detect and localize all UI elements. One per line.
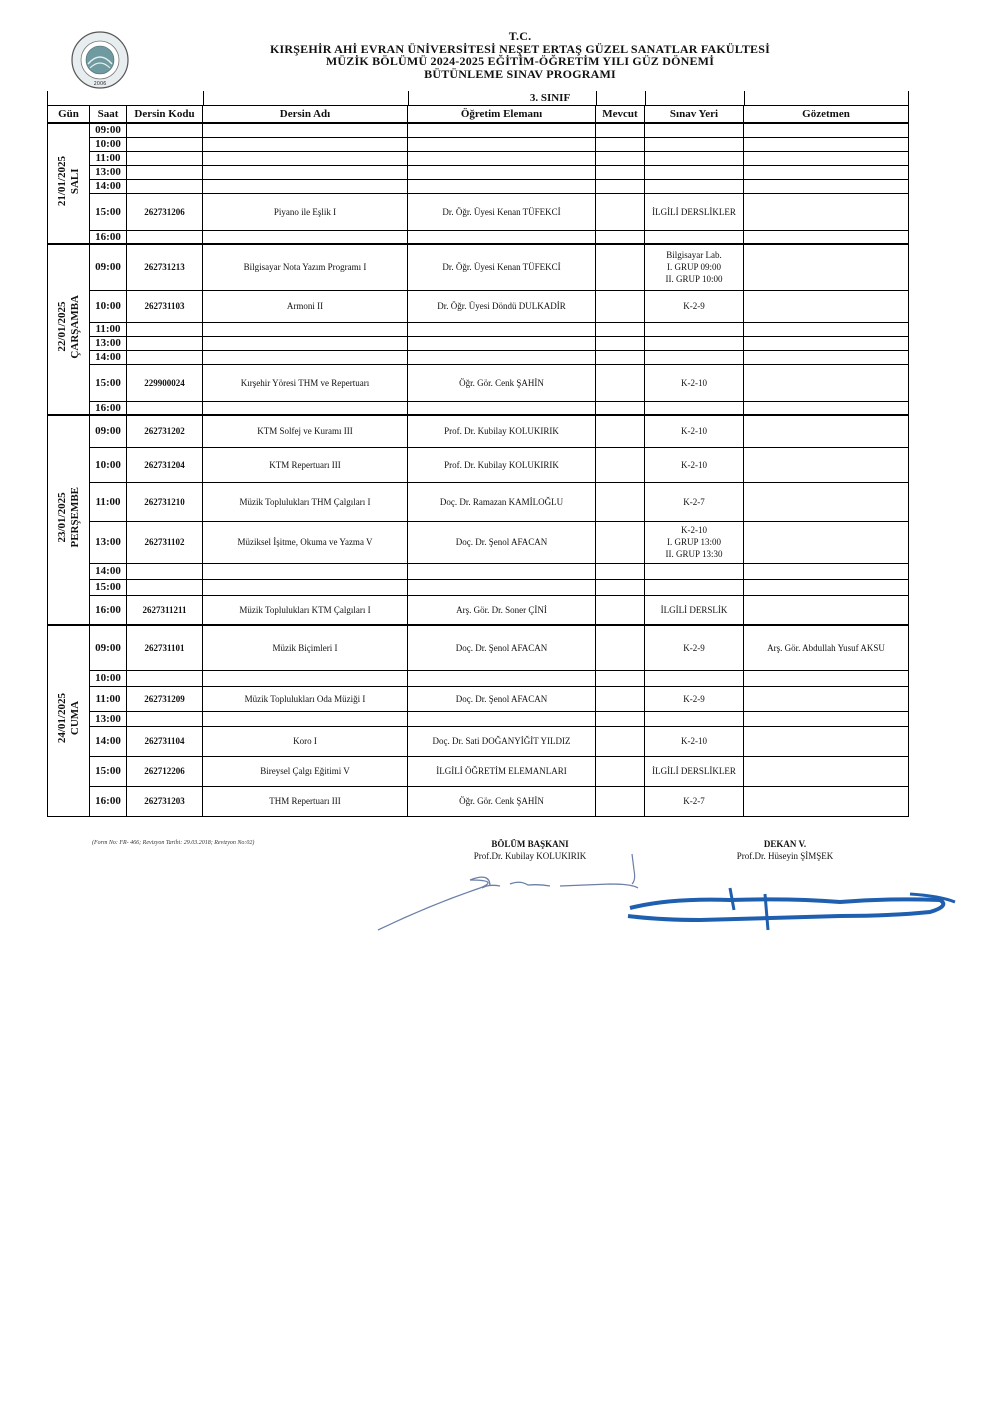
table-row	[48, 711, 909, 726]
mevcut-cell	[596, 595, 645, 625]
time-cell: 09:00	[90, 625, 127, 670]
mevcut-cell	[596, 711, 645, 726]
day-date: 21/01/2025	[55, 155, 68, 207]
table-row	[48, 364, 909, 401]
proctor-cell	[744, 711, 909, 726]
proctor-cell	[744, 786, 909, 816]
day-date: 22/01/2025	[55, 301, 68, 353]
exam-location-cell	[645, 350, 744, 364]
proctor-cell	[744, 336, 909, 350]
course-code-cell	[127, 179, 203, 193]
time-cell: 10:00	[90, 290, 127, 322]
table-row	[48, 165, 909, 179]
mevcut-cell	[596, 686, 645, 711]
table-row	[48, 230, 909, 244]
exam-location-cell: K-2-9	[645, 686, 744, 711]
exam-location-cell	[645, 230, 744, 244]
time-cell: 10:00	[90, 670, 127, 686]
day-date: 24/01/2025	[55, 693, 68, 744]
sig1-name: Prof.Dr. Kubilay KOLUKIRIK	[473, 851, 587, 861]
table-row	[48, 123, 909, 137]
proctor-cell	[744, 686, 909, 711]
course-code-cell: 262731210	[127, 482, 203, 521]
proctor-cell	[744, 193, 909, 230]
table-row	[48, 350, 909, 364]
proctor-cell	[744, 579, 909, 595]
course-name-cell: Bilgisayar Nota Yazım Programı I	[203, 244, 408, 290]
exam-location-cell	[645, 711, 744, 726]
instructor-cell	[408, 711, 596, 726]
exam-location-cell: K-2-9	[645, 290, 744, 322]
exam-location-cell: K-2-10 I. GRUP 13:00 II. GRUP 13:30	[645, 521, 744, 563]
proctor-cell	[744, 595, 909, 625]
instructor-cell: Doç. Dr. Şenol AFACAN	[408, 686, 596, 711]
table-row	[48, 151, 909, 165]
table-row	[48, 244, 909, 290]
proctor-cell	[744, 290, 909, 322]
mevcut-cell	[596, 230, 645, 244]
proctor-cell	[744, 151, 909, 165]
exam-location-cell	[645, 579, 744, 595]
proctor-cell	[744, 179, 909, 193]
mevcut-cell	[596, 563, 645, 579]
day-name: PERŞEMBE	[68, 487, 81, 548]
exam-location-cell	[645, 322, 744, 336]
course-name-cell: Müzik Biçimleri I	[203, 625, 408, 670]
table-row	[48, 482, 909, 521]
course-name-cell	[203, 711, 408, 726]
table-row	[48, 686, 909, 711]
proctor-cell: Arş. Gör. Abdullah Yusuf AKSU	[744, 625, 909, 670]
logo-year: 2006	[93, 81, 107, 87]
table-row	[48, 670, 909, 686]
time-cell: 14:00	[90, 179, 127, 193]
proctor-cell	[744, 563, 909, 579]
col-header-gun: Gün	[48, 106, 90, 124]
instructor-cell	[408, 350, 596, 364]
course-code-cell: 262712206	[127, 756, 203, 786]
proctor-cell	[744, 137, 909, 151]
instructor-cell: Prof. Dr. Kubilay KOLUKIRIK	[408, 447, 596, 482]
proctor-cell	[744, 244, 909, 290]
course-code-cell: 262731206	[127, 193, 203, 230]
table-row	[48, 595, 909, 625]
instructor-cell	[408, 137, 596, 151]
time-cell: 10:00	[90, 137, 127, 151]
exam-location-cell: K-2-7	[645, 482, 744, 521]
exam-location-cell	[645, 123, 744, 137]
table-row	[48, 563, 909, 579]
table-row	[48, 137, 909, 151]
course-name-cell	[203, 179, 408, 193]
day-cell	[48, 625, 90, 816]
instructor-cell: Dr. Öğr. Üyesi Döndü DULKADİR	[408, 290, 596, 322]
instructor-cell	[408, 230, 596, 244]
course-name-cell: THM Repertuarı III	[203, 786, 408, 816]
course-code-cell	[127, 336, 203, 350]
time-cell: 15:00	[90, 193, 127, 230]
class-label: 3. SINIF	[529, 92, 571, 104]
course-name-cell: Kırşehir Yöresi THM ve Repertuarı	[203, 364, 408, 401]
course-name-cell: Koro I	[203, 726, 408, 756]
instructor-cell: Doç. Dr. Ramazan KAMİLOĞLU	[408, 482, 596, 521]
course-name-cell	[203, 401, 408, 415]
mevcut-cell	[596, 336, 645, 350]
proctor-cell	[744, 415, 909, 447]
table-row	[48, 415, 909, 447]
mevcut-cell	[596, 447, 645, 482]
header-tc: T.C.	[508, 29, 532, 43]
time-cell: 16:00	[90, 595, 127, 625]
course-code-cell: 262731203	[127, 786, 203, 816]
instructor-cell: Arş. Gör. Dr. Soner ÇİNİ	[408, 595, 596, 625]
time-cell: 16:00	[90, 230, 127, 244]
time-cell: 14:00	[90, 726, 127, 756]
exam-schedule-table	[47, 105, 909, 817]
time-cell: 11:00	[90, 322, 127, 336]
instructor-cell: Prof. Dr. Kubilay KOLUKIRIK	[408, 415, 596, 447]
time-cell: 13:00	[90, 711, 127, 726]
document-header	[140, 30, 900, 80]
course-code-cell	[127, 401, 203, 415]
exam-location-cell: K-2-10	[645, 415, 744, 447]
col-header-gozetmen: Gözetmen	[744, 106, 909, 124]
instructor-cell	[408, 579, 596, 595]
table-row	[48, 756, 909, 786]
time-cell: 11:00	[90, 151, 127, 165]
mevcut-cell	[596, 193, 645, 230]
course-name-cell	[203, 123, 408, 137]
mevcut-cell	[596, 521, 645, 563]
table-header-row	[48, 106, 909, 124]
instructor-cell: Öğr. Gör. Cenk ŞAHİN	[408, 786, 596, 816]
proctor-cell	[744, 364, 909, 401]
table-row	[48, 625, 909, 670]
handwritten-signatures	[370, 850, 960, 940]
course-code-cell: 262731103	[127, 290, 203, 322]
proctor-cell	[744, 726, 909, 756]
time-cell: 13:00	[90, 336, 127, 350]
time-cell: 14:00	[90, 350, 127, 364]
exam-location-cell: K-2-10	[645, 447, 744, 482]
mevcut-cell	[596, 165, 645, 179]
exam-location-cell: K-2-9	[645, 625, 744, 670]
col-header-mevcut: Mevcut	[596, 106, 645, 124]
table-row	[48, 447, 909, 482]
instructor-cell	[408, 401, 596, 415]
university-seal-logo	[70, 30, 130, 90]
mevcut-cell	[596, 179, 645, 193]
instructor-cell: Doç. Dr. Sati DOĞANYİĞİT YILDIZ	[408, 726, 596, 756]
exam-location-cell: K-2-10	[645, 726, 744, 756]
proctor-cell	[744, 350, 909, 364]
exam-location-cell	[645, 137, 744, 151]
time-cell: 09:00	[90, 244, 127, 290]
instructor-cell: Öğr. Gör. Cenk ŞAHİN	[408, 364, 596, 401]
course-name-cell: Bireysel Çalgı Eğitimi V	[203, 756, 408, 786]
day-name: ÇARŞAMBA	[68, 295, 81, 359]
exam-location-cell: K-2-10	[645, 364, 744, 401]
table-row	[48, 179, 909, 193]
day-cell	[48, 415, 90, 625]
course-code-cell	[127, 165, 203, 179]
instructor-cell: Dr. Öğr. Üyesi Kenan TÜFEKCİ	[408, 193, 596, 230]
table-row	[48, 193, 909, 230]
col-header-kod: Dersin Kodu	[127, 106, 203, 124]
exam-location-cell: İLGİLİ DERSLİKLER	[645, 756, 744, 786]
time-cell: 09:00	[90, 415, 127, 447]
table-row	[48, 401, 909, 415]
instructor-cell: Doç. Dr. Şenol AFACAN	[408, 625, 596, 670]
header-program-title: BÜTÜNLEME SINAV PROGRAMI	[424, 66, 616, 81]
mevcut-cell	[596, 322, 645, 336]
course-code-cell: 2627311211	[127, 595, 203, 625]
course-code-cell: 262731104	[127, 726, 203, 756]
course-name-cell: KTM Repertuarı III	[203, 447, 408, 482]
course-name-cell	[203, 563, 408, 579]
day-label	[56, 487, 82, 548]
instructor-cell	[408, 322, 596, 336]
proctor-cell	[744, 670, 909, 686]
sig2-title: DEKAN V.	[763, 839, 807, 849]
day-name: SALI	[68, 168, 81, 194]
course-code-cell	[127, 230, 203, 244]
time-cell: 15:00	[90, 579, 127, 595]
mevcut-cell	[596, 244, 645, 290]
course-code-cell	[127, 711, 203, 726]
course-name-cell	[203, 670, 408, 686]
time-cell: 13:00	[90, 521, 127, 563]
course-name-cell	[203, 336, 408, 350]
exam-location-cell: K-2-7	[645, 786, 744, 816]
col-header-saat: Saat	[90, 106, 127, 124]
course-code-cell	[127, 350, 203, 364]
col-header-yer: Sınav Yeri	[645, 106, 744, 124]
time-cell: 11:00	[90, 482, 127, 521]
course-code-cell: 262731101	[127, 625, 203, 670]
exam-location-cell	[645, 670, 744, 686]
course-code-cell	[127, 123, 203, 137]
table-row	[48, 786, 909, 816]
time-cell: 15:00	[90, 756, 127, 786]
day-label	[56, 156, 82, 206]
mevcut-cell	[596, 756, 645, 786]
proctor-cell	[744, 482, 909, 521]
course-name-cell: Müziksel İşitme, Okuma ve Yazma V	[203, 521, 408, 563]
course-name-cell: Armoni II	[203, 290, 408, 322]
header-department-term: MÜZİK BÖLÜMÜ 2024-2025 EĞİTİM-ÖĞRETİM YILI GÜZ DÖNEMİ	[325, 54, 715, 68]
header-faculty: KIRŞEHİR AHİ EVRAN ÜNİVERSİTESİ NEŞET ERTAŞ GÜZEL SANATLAR FAKÜLTESİ	[270, 41, 770, 56]
course-name-cell	[203, 151, 408, 165]
time-cell: 09:00	[90, 123, 127, 137]
instructor-cell: İLGİLİ ÖĞRETİM ELEMANLARI	[408, 756, 596, 786]
course-code-cell: 262731209	[127, 686, 203, 711]
course-name-cell	[203, 579, 408, 595]
exam-location-cell: Bilgisayar Lab. I. GRUP 09:00 II. GRUP 10:00	[645, 244, 744, 290]
mevcut-cell	[596, 401, 645, 415]
proctor-cell	[744, 230, 909, 244]
day-cell	[48, 244, 90, 415]
proctor-cell	[744, 165, 909, 179]
instructor-cell: Doç. Dr. Şenol AFACAN	[408, 521, 596, 563]
instructor-cell	[408, 336, 596, 350]
mevcut-cell	[596, 625, 645, 670]
day-date: 23/01/2025	[55, 492, 68, 543]
proctor-cell	[744, 322, 909, 336]
time-cell: 15:00	[90, 364, 127, 401]
sig2-name: Prof.Dr. Hüseyin ŞİMŞEK	[736, 851, 834, 861]
course-name-cell	[203, 230, 408, 244]
proctor-cell	[744, 123, 909, 137]
exam-location-cell	[645, 151, 744, 165]
course-code-cell	[127, 563, 203, 579]
mevcut-cell	[596, 290, 645, 322]
day-label	[56, 693, 82, 743]
mevcut-cell	[596, 726, 645, 756]
mevcut-cell	[596, 151, 645, 165]
course-code-cell	[127, 137, 203, 151]
table-row	[48, 336, 909, 350]
instructor-cell	[408, 165, 596, 179]
mevcut-cell	[596, 364, 645, 401]
day-cell	[48, 123, 90, 244]
proctor-cell	[744, 401, 909, 415]
course-code-cell: 262731202	[127, 415, 203, 447]
course-code-cell: 229900024	[127, 364, 203, 401]
course-name-cell: KTM Solfej ve Kuramı III	[203, 415, 408, 447]
exam-location-cell	[645, 179, 744, 193]
mevcut-cell	[596, 137, 645, 151]
course-code-cell	[127, 670, 203, 686]
col-header-hoca: Öğretim Elemanı	[408, 106, 596, 124]
course-name-cell: Piyano ile Eşlik I	[203, 193, 408, 230]
table-row	[48, 521, 909, 563]
exam-location-cell	[645, 401, 744, 415]
time-cell: 16:00	[90, 401, 127, 415]
exam-location-cell: İLGİLİ DERSLİK	[645, 595, 744, 625]
mevcut-cell	[596, 670, 645, 686]
time-cell: 13:00	[90, 165, 127, 179]
day-name: CUMA	[68, 701, 81, 736]
table-row	[48, 579, 909, 595]
course-name-cell: Müzik Toplulukları Oda Müziği I	[203, 686, 408, 711]
proctor-cell	[744, 521, 909, 563]
course-name-cell: Müzik Toplulukları KTM Çalgıları I	[203, 595, 408, 625]
proctor-cell	[744, 756, 909, 786]
course-code-cell	[127, 322, 203, 336]
mevcut-cell	[596, 350, 645, 364]
instructor-cell: Dr. Öğr. Üyesi Kenan TÜFEKCİ	[408, 244, 596, 290]
course-name-cell	[203, 165, 408, 179]
exam-location-cell	[645, 563, 744, 579]
course-code-cell: 262731102	[127, 521, 203, 563]
proctor-cell	[744, 447, 909, 482]
course-name-cell	[203, 137, 408, 151]
exam-location-cell	[645, 165, 744, 179]
exam-location-cell: İLGİLİ DERSLİKLER	[645, 193, 744, 230]
instructor-cell	[408, 563, 596, 579]
mevcut-cell	[596, 482, 645, 521]
course-name-cell: Müzik Toplulukları THM Çalgıları I	[203, 482, 408, 521]
instructor-cell	[408, 670, 596, 686]
course-code-cell: 262731204	[127, 447, 203, 482]
table-row	[48, 290, 909, 322]
instructor-cell	[408, 179, 596, 193]
instructor-cell	[408, 123, 596, 137]
course-code-cell	[127, 579, 203, 595]
mevcut-cell	[596, 786, 645, 816]
class-label-row	[47, 91, 909, 105]
sig1-title: BÖLÜM BAŞKANI	[491, 839, 569, 849]
table-row	[48, 322, 909, 336]
time-cell: 14:00	[90, 563, 127, 579]
table-row	[48, 726, 909, 756]
course-name-cell	[203, 322, 408, 336]
mevcut-cell	[596, 415, 645, 447]
mevcut-cell	[596, 123, 645, 137]
time-cell: 16:00	[90, 786, 127, 816]
course-code-cell	[127, 151, 203, 165]
mevcut-cell	[596, 579, 645, 595]
course-code-cell: 262731213	[127, 244, 203, 290]
instructor-cell	[408, 151, 596, 165]
exam-location-cell	[645, 336, 744, 350]
course-name-cell	[203, 350, 408, 364]
form-revision-note: (Form No: FR- 466; Revizyon Tarihi: 29.03.2018; Revizyon No:02)	[92, 840, 255, 846]
time-cell: 10:00	[90, 447, 127, 482]
day-label	[56, 295, 82, 359]
time-cell: 11:00	[90, 686, 127, 711]
col-header-ad: Dersin Adı	[203, 106, 408, 124]
